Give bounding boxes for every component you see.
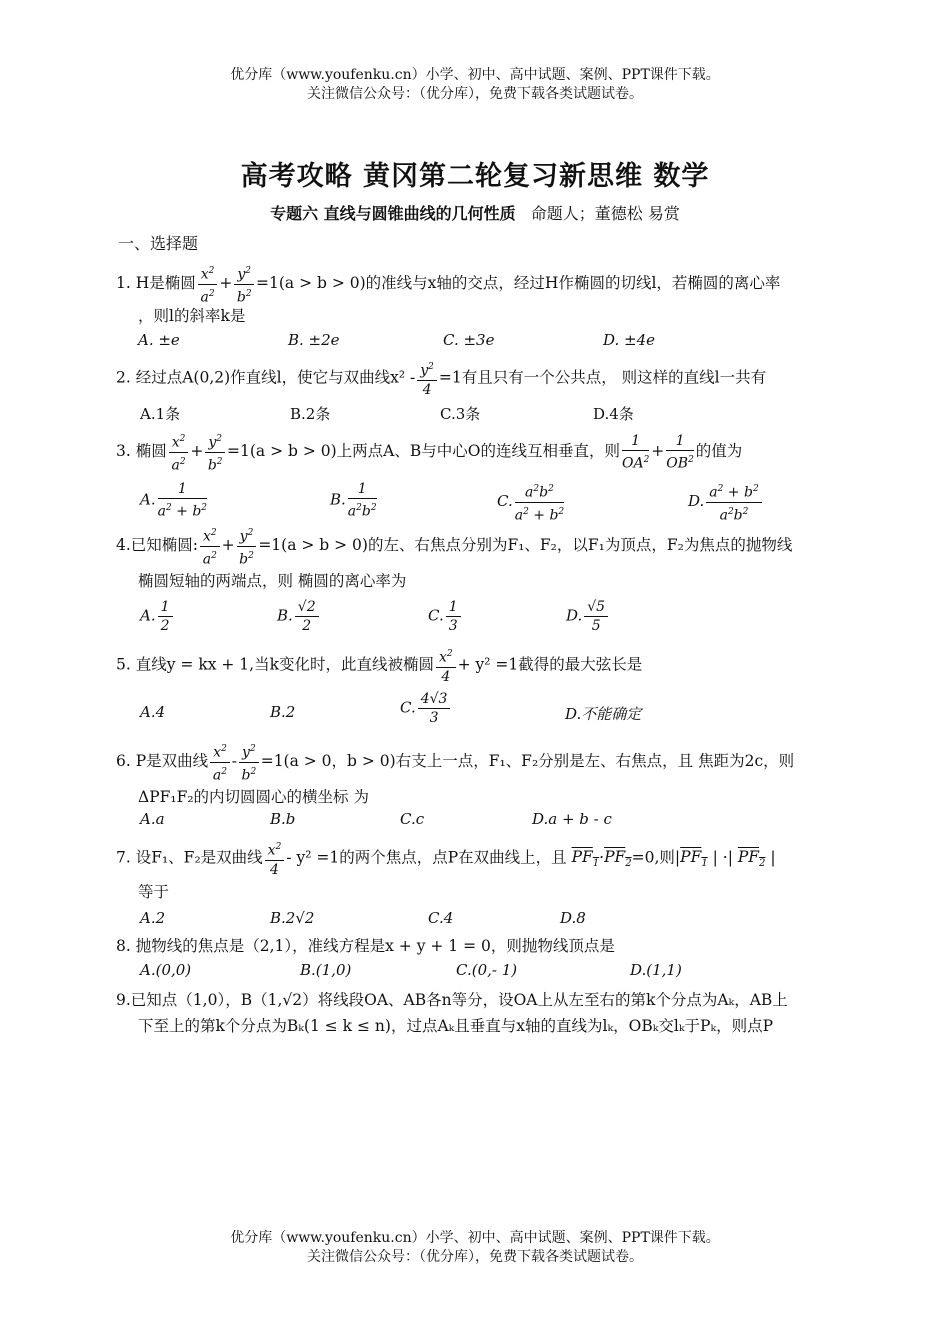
q8-option-b: B.(1,0) (300, 961, 352, 979)
q5-option-a: A.4 (140, 703, 166, 721)
q3-stem-a: 3. 椭圆 (116, 442, 167, 461)
q3-option-a: A. $\frac{1}{a^2 + b^2}$ (140, 481, 208, 520)
q3-frac-ob: $\frac{1}{OB^2}$ (666, 432, 694, 472)
q6-frac-x: $\frac{x^2}{a^2}$ (210, 740, 230, 784)
q6-option-b: B.b (270, 810, 296, 828)
q7-stem-b: - y² =1的两个焦点，点P在双曲线上，且 (286, 848, 567, 867)
q4-stem-b: =1(a > b > 0)的左、右焦点分别为F₁、F₂，以F₁为顶点，F₂为焦点的抛物线 (258, 536, 793, 555)
topic-title: 专题六 直线与圆锥曲线的几何性质 (270, 204, 516, 223)
question-8: 8. 抛物线的焦点是（2,1），准线方程是x + y + 1 = 0，则抛物线顶点是 (116, 937, 615, 955)
section-heading: 一、选择题 (118, 234, 199, 253)
q7-vector-pf1: $PF_1$ (680, 848, 708, 870)
q6-stem-a: 6. P是双曲线 (116, 752, 209, 771)
q7-stem-d: 等于 (138, 883, 170, 901)
q2-frac: $\frac{y^2}{4}$ (417, 358, 437, 399)
q7-option-a: A.2 (140, 909, 166, 927)
subtitle (0, 201, 950, 224)
q1-stem-c: ，则l的斜率k是 (138, 307, 246, 325)
header-line-2: 关注微信公众号：（优分库），免费下载各类试题试卷。 (307, 86, 643, 102)
q4-frac-x: $\frac{x^2}{a^2}$ (200, 524, 220, 568)
q5-option-b: B.2 (270, 703, 296, 721)
q5-option-c: C. $\frac{4√3}{3}$ (400, 690, 452, 727)
q7-stem-a: 7. 设F₁、F₂是双曲线 (116, 848, 263, 867)
q8-option-a: A.(0,0) (140, 961, 192, 979)
footer-line-1: 优分库（www.youfenku.cn）小学、初中、高中试题、案例、PPT课件下载。 (230, 1230, 720, 1246)
q7-vector-dot: $PF_1\cdot PF_2$ (571, 848, 632, 870)
q7-frac: $\frac{x^2}{4}$ (265, 838, 285, 879)
question-6: 6. P是双曲线 $\frac{x^2}{a^2}$ - $\frac{y^2}{b^2}$ =1(a > 0，b > 0)右支上一点，F₁、F₂分别是左、右焦点，且 焦距为2c，则 (116, 740, 794, 784)
q1-option-d: D. ±4e (603, 331, 656, 349)
q4-option-d: D. $\frac{√5}{5}$ (566, 598, 610, 635)
q3-stem-b: =1(a > b > 0)上两点A、B与中心O的连线互相垂直，则 (227, 442, 620, 461)
q5-frac: $\frac{x^2}{4}$ (436, 645, 456, 686)
q4-stem-c: 椭圆短轴的两端点，则 椭圆的离心率为 (138, 572, 407, 590)
q1-stem-b: =1(a > b > 0)的准线与x轴的交点，经过H作椭圆的切线l，若椭圆的离心率 (256, 274, 781, 293)
q1-option-a: A. ±e (138, 331, 180, 349)
q1-frac-x: $\frac{x^2}{a^2}$ (198, 262, 218, 306)
q2-option-c: C.3条 (440, 405, 481, 423)
q4-option-a: A. $\frac{1}{2}$ (140, 598, 175, 635)
q7-option-d: D.8 (560, 909, 586, 927)
q2-stem-b: =1有且只有一个公共点， 则这样的直线l一共有 (438, 368, 767, 387)
q8-option-c: C.(0,- 1) (456, 961, 518, 979)
q7-option-b: B.2√2 (270, 909, 315, 927)
page-title: 高考攻略 黄冈第二轮复习新思维 数学 (240, 161, 710, 192)
q1-option-c: C. ±3e (443, 331, 495, 349)
q1-option-b: B. ±2e (288, 331, 340, 349)
q2-option-a: A.1条 (140, 405, 181, 423)
q5-stem-b: + y² =1截得的最大弦长是 (457, 655, 643, 674)
header-line-1: 优分库（www.youfenku.cn）小学、初中、高中试题、案例、PPT课件下载。 (230, 67, 720, 83)
q6-option-d: D.a + b - c (532, 810, 612, 828)
q3-option-d: D. $\frac{a^2 + b^2}{a^2b^2}$ (688, 480, 764, 524)
q5-option-d: D.不能确定 (565, 705, 642, 723)
q9-stem-b: 下至上的第k个分点为Bₖ(1 ≤ k ≤ n)，过点Aₖ且垂直与x轴的直线为lₖ，OBₖ交lₖ于Pₖ，则点P (138, 1017, 774, 1035)
q7-option-c: C.4 (428, 909, 454, 927)
q6-stem-c: ΔPF₁F₂的内切圆圆心的横坐标 为 (138, 788, 369, 806)
question-3: 3. 椭圆 $\frac{x^2}{a^2}$ + $\frac{y^2}{b^2}$ =1(a > b > 0)上两点A、B与中心O的连线互相垂直，则 $\frac{1}{OA^2}$ + $\frac{1}{OB^2}$ 的值为 (116, 430, 742, 474)
q4-option-b: B. $\frac{√2}{2}$ (277, 598, 321, 635)
q3-frac-y: $\frac{y^2}{b^2}$ (205, 430, 225, 474)
q6-frac-y: $\frac{y^2}{b^2}$ (239, 740, 259, 784)
q7-vector-pf2: $PF_2$ (737, 848, 766, 870)
q4-stem-a: 4.已知椭圆: (116, 536, 199, 555)
q2-option-b: B.2条 (290, 405, 331, 423)
question-5 (116, 645, 642, 686)
q8-option-d: D.(1,1) (630, 961, 682, 979)
footer-line-2: 关注微信公众号：（优分库），免费下载各类试题试卷。 (307, 1249, 643, 1265)
question-9: 9.已知点（1,0），B（1,√2）将线段OA、AB各n等分，设OA上从左至右的第k个分点为Aₖ，AB上 (116, 991, 788, 1009)
q3-option-c: C. $\frac{a^2b^2}{a^2 + b^2}$ (497, 480, 566, 524)
author-line: 命题人；董德松 易赏 (530, 204, 680, 223)
question-4: 4.已知椭圆: $\frac{x^2}{a^2}$ + $\frac{y^2}{b^2}$ =1(a > b > 0)的左、右焦点分别为F₁、F₂，以F₁为顶点，F₂为焦点的抛物线 (116, 524, 792, 568)
q1-frac-y: $\frac{y^2}{b^2}$ (234, 262, 254, 306)
q3-stem-c: 的值为 (695, 442, 743, 461)
q2-stem-a: 2. 经过点A(0,2)作直线l，使它与双曲线x² - (116, 368, 416, 387)
q4-frac-y: $\frac{y^2}{b^2}$ (237, 524, 257, 568)
q6-option-c: C.c (400, 810, 425, 828)
q5-stem-a: 5. 直线y = kx + 1,当k变化时，此直线被椭圆 (116, 655, 434, 674)
q4-option-c: C. $\frac{1}{3}$ (428, 598, 463, 635)
q7-stem-c: =0,则| (631, 848, 681, 867)
q3-frac-x: $\frac{x^2}{a^2}$ (169, 430, 189, 474)
q3-option-b: B. $\frac{1}{a^2b^2}$ (330, 481, 377, 520)
question-2 (116, 358, 766, 399)
q2-option-d: D.4条 (593, 405, 634, 423)
q6-option-a: A.a (140, 810, 165, 828)
q3-frac-oa: $\frac{1}{OA^2}$ (621, 432, 650, 472)
q1-stem-a: 1. H是椭圆 (116, 274, 196, 293)
question-7: 7. 设F₁、F₂是双曲线 $\frac{x^2}{4}$ - y² =1的两个焦点，点P在双曲线上，且 $PF_1\cdot PF_2=0$,则$|PF_1$ | ·| $PF_2$ | (116, 838, 776, 879)
question-1: 1. H是椭圆 $\frac{x^2}{a^2}$ + $\frac{y^2}{b^2}$ =1(a > b > 0)的准线与x轴的交点，经过H作椭圆的切线l，若椭圆的离心率 (116, 262, 780, 306)
q6-stem-b: =1(a > 0，b > 0)右支上一点，F₁、F₂分别是左、右焦点，且 焦距为2c，则 (260, 752, 795, 771)
